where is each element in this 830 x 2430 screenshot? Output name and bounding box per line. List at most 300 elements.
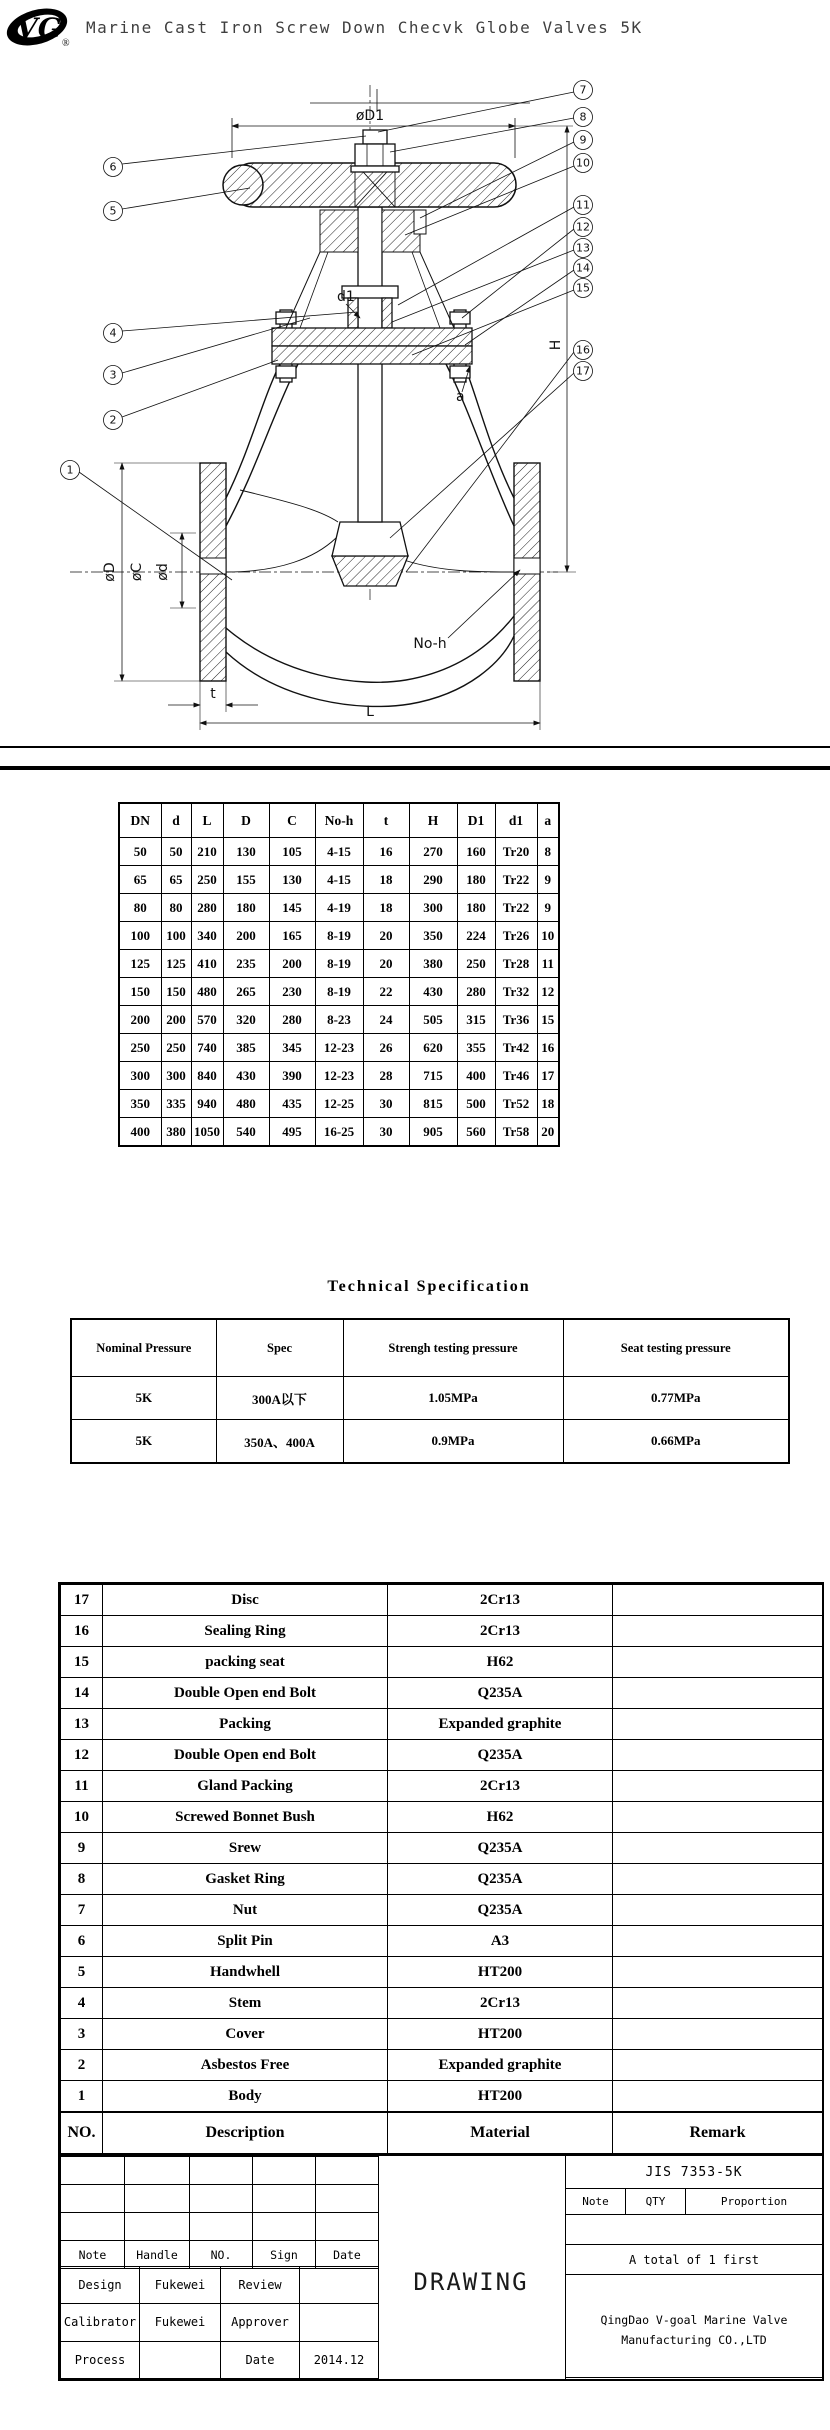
table-cell: 20 (363, 950, 409, 978)
table-cell: 4-19 (315, 894, 363, 922)
valve-cross-section-drawing (10, 60, 620, 750)
table-cell: 17 (61, 1585, 103, 1616)
table-cell: 400 (119, 1118, 161, 1147)
table-row (119, 978, 559, 1006)
signature-row (61, 2267, 379, 2304)
table-cell: 430 (223, 1062, 269, 1090)
svg-text:2: 2 (109, 413, 117, 427)
table-cell: 50 (119, 838, 161, 866)
table-cell: 100 (161, 922, 191, 950)
table-cell: HT200 (388, 2081, 613, 2113)
table-cell (613, 1771, 823, 1802)
callout-balloon (390, 362, 593, 539)
callout-balloon (390, 108, 593, 153)
table-cell (613, 1926, 823, 1957)
table-cell: Expanded graphite (388, 2050, 613, 2081)
table-cell: 12-23 (315, 1034, 363, 1062)
table-cell: C (269, 803, 315, 838)
table-cell: 940 (191, 1090, 223, 1118)
table-cell: 315 (457, 1006, 495, 1034)
table-cell: Handle (125, 2241, 190, 2269)
table-cell: 7 (61, 1895, 103, 1926)
calibrator-label: Calibrator (61, 2304, 140, 2341)
svg-text:15: 15 (576, 281, 590, 295)
table-cell: 17 (537, 1062, 559, 1090)
approver-name (300, 2304, 379, 2341)
dim-label-L: L (366, 704, 374, 720)
table-cell: 200 (119, 1006, 161, 1034)
table-cell (613, 1802, 823, 1833)
section-divider-thin (0, 746, 830, 748)
table-cell: NO. (61, 2112, 103, 2154)
table-cell: HT200 (388, 1957, 613, 1988)
table-cell: 26 (363, 1034, 409, 1062)
table-cell: 1 (61, 2081, 103, 2113)
table-cell: 505 (409, 1006, 457, 1034)
table-cell: 130 (223, 838, 269, 866)
table-cell: Remark (613, 2112, 823, 2154)
table-cell: DN (119, 803, 161, 838)
table-cell: 80 (161, 894, 191, 922)
table-cell: 300 (119, 1062, 161, 1090)
registered-trademark-icon: ® (62, 38, 70, 49)
table-cell: Tr36 (495, 1006, 537, 1034)
table-cell: 385 (223, 1034, 269, 1062)
total-note: A total of 1 first (566, 2245, 822, 2275)
table-cell: Stem (103, 1988, 388, 2019)
table-row (61, 1616, 823, 1647)
dim-label-no-h: No-h (413, 636, 447, 652)
table-cell: 350A、400A (216, 1420, 343, 1464)
table-cell: Expanded graphite (388, 1709, 613, 1740)
table-cell: 28 (363, 1062, 409, 1090)
page-header (0, 0, 830, 58)
table-cell: Gland Packing (103, 1771, 388, 1802)
table-cell: 210 (191, 838, 223, 866)
svg-text:7: 7 (579, 83, 587, 97)
table-cell: Q235A (388, 1864, 613, 1895)
table-cell (613, 2081, 823, 2113)
table-row (71, 1420, 789, 1464)
svg-text:5: 5 (109, 204, 117, 218)
table-cell: Date (316, 2241, 379, 2269)
table-row (61, 1647, 823, 1678)
table-cell: 1050 (191, 1118, 223, 1147)
proportion-header: Proportion (720, 2195, 788, 2208)
table-cell: 14 (61, 1678, 103, 1709)
table-cell: Screwed Bonnet Bush (103, 1802, 388, 1833)
valve-disc (332, 522, 408, 556)
table-cell: Tr26 (495, 922, 537, 950)
table-cell: 16-25 (315, 1118, 363, 1147)
table-cell: Tr22 (495, 894, 537, 922)
dimension-table (118, 802, 560, 1147)
approver-label: Approver (221, 2304, 300, 2341)
signature-row (61, 2304, 379, 2341)
table-row (119, 894, 559, 922)
table-cell: 1.05MPa (343, 1377, 563, 1420)
design-name: Fukewei (140, 2267, 221, 2304)
table-row (61, 1833, 823, 1864)
table-cell: 16 (363, 838, 409, 866)
logo-letters: VG (16, 12, 62, 45)
table-row (61, 1957, 823, 1988)
table-cell (613, 1864, 823, 1895)
table-cell: 224 (457, 922, 495, 950)
revision-grid (60, 2156, 379, 2269)
table-row (61, 1802, 823, 1833)
table-cell: 3 (61, 2019, 103, 2050)
table-cell: 355 (457, 1034, 495, 1062)
table-row (61, 1895, 823, 1926)
svg-text:6: 6 (109, 160, 117, 174)
table-cell: Asbestos Free (103, 2050, 388, 2081)
parts-table-header-row (61, 2112, 823, 2154)
table-cell: 4-15 (315, 866, 363, 894)
table-cell: 0.66MPa (563, 1420, 789, 1464)
table-cell: 20 (537, 1118, 559, 1147)
table-cell: 480 (223, 1090, 269, 1118)
spec-table-header-row (71, 1319, 789, 1377)
table-cell: 300 (161, 1062, 191, 1090)
table-cell: 160 (457, 838, 495, 866)
table-row (119, 922, 559, 950)
table-cell (613, 1616, 823, 1647)
svg-text:3: 3 (109, 368, 117, 382)
callout-balloon (465, 259, 593, 346)
svg-text:11: 11 (576, 198, 590, 212)
table-cell: 10 (537, 922, 559, 950)
table-cell: 18 (537, 1090, 559, 1118)
table-cell: Nut (103, 1895, 388, 1926)
table-cell: Disc (103, 1585, 388, 1616)
seat-ring (332, 556, 408, 586)
table-cell: 2Cr13 (388, 1616, 613, 1647)
table-cell: 150 (119, 978, 161, 1006)
dim-label-Od: ød (155, 563, 171, 581)
table-row (71, 1377, 789, 1420)
table-cell: 2Cr13 (388, 1771, 613, 1802)
table-cell: HT200 (388, 2019, 613, 2050)
table-cell: Sign (253, 2241, 316, 2269)
table-cell: 300A以下 (216, 1377, 343, 1420)
table-cell: 320 (223, 1006, 269, 1034)
table-cell: Gasket Ring (103, 1864, 388, 1895)
svg-text:16: 16 (576, 343, 590, 357)
table-row (61, 1864, 823, 1895)
table-cell: packing seat (103, 1647, 388, 1678)
table-cell: 15 (61, 1647, 103, 1678)
table-cell: d (161, 803, 191, 838)
table-cell: Split Pin (103, 1926, 388, 1957)
table-cell: 12-25 (315, 1090, 363, 1118)
review-label: Review (221, 2267, 300, 2304)
table-row (61, 1988, 823, 2019)
qty-empty-row (566, 2215, 822, 2245)
table-cell: 345 (269, 1034, 315, 1062)
table-cell: Nominal Pressure (71, 1319, 216, 1377)
table-cell: 130 (269, 866, 315, 894)
table-cell: H62 (388, 1647, 613, 1678)
table-row (61, 1585, 823, 1616)
svg-text:9: 9 (579, 133, 587, 147)
svg-text:4: 4 (109, 326, 117, 340)
table-cell: 30 (363, 1118, 409, 1147)
dim-label-OC: øC (129, 562, 145, 582)
table-cell: 290 (409, 866, 457, 894)
table-cell: 335 (161, 1090, 191, 1118)
table-cell: 22 (363, 978, 409, 1006)
table-cell: 125 (161, 950, 191, 978)
table-cell: 265 (223, 978, 269, 1006)
table-cell: 65 (161, 866, 191, 894)
table-cell: 100 (119, 922, 161, 950)
table-cell: 15 (537, 1006, 559, 1034)
table-cell: Q235A (388, 1895, 613, 1926)
revision-header-row (61, 2241, 379, 2269)
table-cell (613, 1678, 823, 1709)
table-row (61, 1709, 823, 1740)
table-cell: 12-23 (315, 1062, 363, 1090)
dim-label-H: H (548, 339, 564, 351)
table-cell: 560 (457, 1118, 495, 1147)
spec-table (70, 1318, 790, 1464)
table-cell (613, 1895, 823, 1926)
table-cell (613, 2050, 823, 2081)
table-cell: 410 (191, 950, 223, 978)
table-cell: 620 (409, 1034, 457, 1062)
dimension-table-header-row (119, 803, 559, 838)
table-cell: 24 (363, 1006, 409, 1034)
table-cell: 180 (457, 894, 495, 922)
table-cell: 500 (457, 1090, 495, 1118)
table-cell: 16 (61, 1616, 103, 1647)
svg-text:17: 17 (576, 364, 590, 378)
table-cell: 430 (409, 978, 457, 1006)
table-cell: 80 (119, 894, 161, 922)
table-cell: Q235A (388, 1678, 613, 1709)
table-cell: NO. (190, 2241, 253, 2269)
table-cell: 4-15 (315, 838, 363, 866)
table-cell: No-h (315, 803, 363, 838)
table-cell: Tr52 (495, 1090, 537, 1118)
table-cell: 715 (409, 1062, 457, 1090)
revision-empty-row (61, 2213, 379, 2241)
signature-row (61, 2341, 379, 2378)
drawing-label: DRAWING (413, 2268, 529, 2296)
dim-label-OD: øD (102, 562, 118, 582)
table-cell (613, 1957, 823, 1988)
qty-header-row (566, 2189, 822, 2215)
callout-balloon (398, 196, 593, 306)
note-header: Note (566, 2189, 626, 2214)
table-cell: Description (103, 2112, 388, 2154)
table-cell: 30 (363, 1090, 409, 1118)
table-cell: Seat testing pressure (563, 1319, 789, 1377)
table-cell: Tr32 (495, 978, 537, 1006)
table-cell: Q235A (388, 1833, 613, 1864)
date-value: 2014.12 (300, 2341, 379, 2378)
review-name (300, 2267, 379, 2304)
table-cell: Tr58 (495, 1118, 537, 1147)
table-cell (613, 1833, 823, 1864)
table-cell: 200 (269, 950, 315, 978)
table-cell: 250 (457, 950, 495, 978)
table-cell: 12 (537, 978, 559, 1006)
process-label: Process (61, 2341, 140, 2378)
table-row (61, 2019, 823, 2050)
table-cell: 5K (71, 1377, 216, 1420)
table-cell (613, 2019, 823, 2050)
table-cell: 8-23 (315, 1006, 363, 1034)
table-row (61, 1926, 823, 1957)
table-cell: 50 (161, 838, 191, 866)
table-cell: Cover (103, 2019, 388, 2050)
table-cell: 165 (269, 922, 315, 950)
calibrator-name: Fukewei (140, 2304, 221, 2341)
table-cell: Sealing Ring (103, 1616, 388, 1647)
table-cell: 180 (223, 894, 269, 922)
table-cell: Body (103, 2081, 388, 2113)
table-cell: 125 (119, 950, 161, 978)
table-cell: 300 (409, 894, 457, 922)
table-cell: 11 (537, 950, 559, 978)
table-cell: Tr42 (495, 1034, 537, 1062)
table-cell: D (223, 803, 269, 838)
table-cell: Q235A (388, 1740, 613, 1771)
table-cell: 340 (191, 922, 223, 950)
table-cell: 0.77MPa (563, 1377, 789, 1420)
table-cell: 280 (191, 894, 223, 922)
table-cell: 8-19 (315, 950, 363, 978)
table-cell: 6 (61, 1926, 103, 1957)
revision-empty-row (61, 2157, 379, 2185)
standard-number: JIS 7353-5K (566, 2156, 822, 2189)
table-cell: 540 (223, 1118, 269, 1147)
table-cell (613, 1740, 823, 1771)
table-cell: 350 (119, 1090, 161, 1118)
table-cell: 250 (119, 1034, 161, 1062)
table-row (119, 950, 559, 978)
table-row (119, 866, 559, 894)
table-cell: 350 (409, 922, 457, 950)
table-cell: 20 (363, 922, 409, 950)
table-row (119, 1118, 559, 1147)
table-cell: d1 (495, 803, 537, 838)
table-row (61, 1678, 823, 1709)
table-cell: Handwhell (103, 1957, 388, 1988)
table-cell: 495 (269, 1118, 315, 1147)
table-row (119, 1006, 559, 1034)
table-cell: 180 (457, 866, 495, 894)
table-cell: Strengh testing pressure (343, 1319, 563, 1377)
qty-header: QTY (626, 2189, 686, 2214)
table-cell: 13 (61, 1709, 103, 1740)
table-row (61, 1771, 823, 1802)
process-name (140, 2341, 221, 2378)
parts-list-table (60, 1584, 823, 2154)
callout-balloon (406, 341, 593, 573)
table-cell: 8 (537, 838, 559, 866)
svg-text:13: 13 (576, 241, 590, 255)
company-line-1: QingDao V-goal Marine Valve (600, 2313, 788, 2328)
design-label: Design (61, 2267, 140, 2304)
table-cell: L (191, 803, 223, 838)
table-cell: 280 (457, 978, 495, 1006)
table-cell: 155 (223, 866, 269, 894)
table-cell: 2 (61, 2050, 103, 2081)
table-cell: 230 (269, 978, 315, 1006)
table-cell: Spec (216, 1319, 343, 1377)
table-row (61, 1740, 823, 1771)
table-cell: Double Open end Bolt (103, 1740, 388, 1771)
table-cell: 740 (191, 1034, 223, 1062)
table-cell: 200 (161, 1006, 191, 1034)
table-cell: 18 (363, 866, 409, 894)
table-cell: 150 (161, 978, 191, 1006)
table-cell: 570 (191, 1006, 223, 1034)
table-cell: 435 (269, 1090, 315, 1118)
table-cell: Tr28 (495, 950, 537, 978)
table-cell: t (363, 803, 409, 838)
table-cell: 8-19 (315, 922, 363, 950)
table-cell: Tr20 (495, 838, 537, 866)
table-cell: 16 (537, 1034, 559, 1062)
table-cell: 9 (537, 894, 559, 922)
table-cell: H62 (388, 1802, 613, 1833)
table-cell: Tr22 (495, 866, 537, 894)
table-cell: Material (388, 2112, 613, 2154)
table-cell: 250 (191, 866, 223, 894)
table-cell: H (409, 803, 457, 838)
table-cell: 270 (409, 838, 457, 866)
table-cell: a (537, 803, 559, 838)
table-cell: 9 (61, 1833, 103, 1864)
title-block-right (565, 2156, 822, 2379)
revision-empty-row (61, 2185, 379, 2213)
parts-and-titleblock-frame (58, 1582, 824, 2381)
stem-nut (351, 130, 399, 172)
table-row (61, 2081, 823, 2113)
table-cell (613, 1709, 823, 1740)
table-cell: Tr46 (495, 1062, 537, 1090)
title-block (60, 2154, 822, 2379)
table-cell: 5 (61, 1957, 103, 1988)
table-cell: 5K (71, 1420, 216, 1464)
svg-text:14: 14 (576, 261, 590, 275)
table-cell: 815 (409, 1090, 457, 1118)
company-line-2: Manufacturing CO.,LTD (621, 2333, 767, 2347)
table-cell: 250 (161, 1034, 191, 1062)
spec-section-title: Technical Specification (327, 1278, 531, 1295)
table-cell: 380 (161, 1118, 191, 1147)
dim-label-D1: øD1 (355, 108, 385, 124)
section-divider-thick (0, 766, 830, 770)
table-cell: 4 (61, 1988, 103, 2019)
table-cell: 12 (61, 1740, 103, 1771)
table-cell: 905 (409, 1118, 457, 1147)
table-cell: 840 (191, 1062, 223, 1090)
table-cell: 65 (119, 866, 161, 894)
table-cell: 0.9MPa (343, 1420, 563, 1464)
table-cell: 10 (61, 1802, 103, 1833)
table-cell: 480 (191, 978, 223, 1006)
table-cell: 280 (269, 1006, 315, 1034)
table-cell: Srew (103, 1833, 388, 1864)
table-cell (613, 1647, 823, 1678)
table-cell: Double Open end Bolt (103, 1678, 388, 1709)
table-cell: Packing (103, 1709, 388, 1740)
